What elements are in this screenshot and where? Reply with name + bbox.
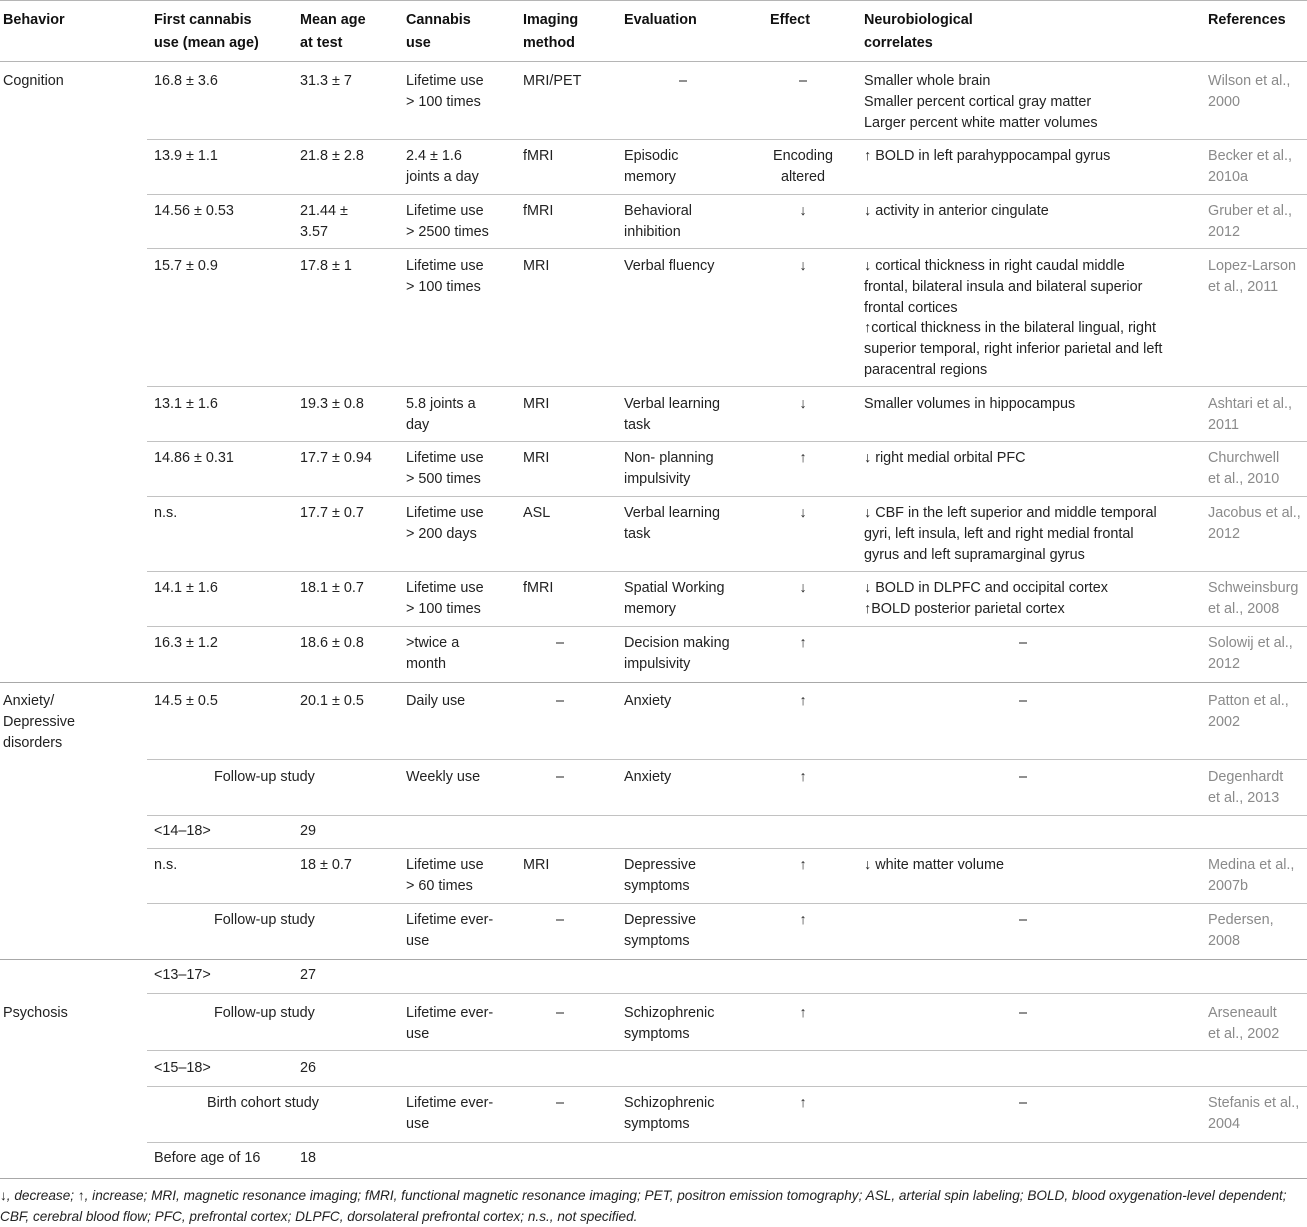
cell-neuro-correlates: Smaller whole brain Smaller percent cortical gray matter Larger percent white matter volumes — [864, 73, 1098, 131]
cell-mean-age: 18.6 ± 0.8 — [300, 635, 364, 651]
table-footnote — [0, 1185, 1287, 1227]
row-divider — [147, 759, 1307, 760]
cell-neuro-correlates: Smaller volumes in hippocampus — [864, 396, 1076, 412]
cell-evaluation: Verbal fluency — [624, 258, 715, 274]
cell-reference: Patton et al., 2002 — [1208, 693, 1289, 730]
header-effect: Effect — [770, 12, 810, 28]
cell-neuro-correlates: – — [1018, 1095, 1027, 1111]
row-divider — [147, 1050, 1307, 1051]
cell-imaging-method: fMRI — [523, 148, 554, 164]
cell-cannabis-use: 2.4 ± 1.6 joints a day — [406, 148, 479, 185]
cell-imaging-method: – — [555, 912, 564, 928]
cell-mean-age: 17.7 ± 0.94 — [300, 450, 372, 466]
cell-cannabis-use: Daily use — [406, 693, 466, 709]
cell-reference: Degenhardt et al., 2013 — [1208, 769, 1284, 806]
cell-cannabis-use: Lifetime use > 100 times — [406, 258, 484, 295]
cell-neuro-correlates: – — [1018, 693, 1027, 709]
cell-effect: ↑ — [799, 769, 807, 785]
cell-first-use: 16.3 ± 1.2 — [154, 635, 218, 651]
footnote-line-1: ↓, decrease; ↑, increase; MRI, magnetic resonance imaging; fMRI, functional magnetic resonance imaging; PET, positron emission tomography; ASL, arterial spin labeling; BOLD, blood oxygenation-level dependent; — [0, 1188, 1287, 1203]
cell-cannabis-use: Lifetime use > 100 times — [406, 73, 484, 110]
cell-reference: Stefanis et al., 2004 — [1208, 1095, 1300, 1132]
cell-cannabis-use: Weekly use — [406, 769, 481, 785]
header-evaluation: Evaluation — [624, 12, 697, 28]
cell-evaluation: Verbal learning task — [624, 396, 721, 433]
cell-effect: ↑ — [799, 857, 807, 873]
cell-reference: Schweinsburg et al., 2008 — [1208, 580, 1299, 617]
cell-imaging-method: MRI — [523, 396, 550, 412]
header-references: References — [1208, 12, 1286, 28]
cell-evaluation: Anxiety — [624, 769, 672, 785]
cell-mean-age: 18.1 ± 0.7 — [300, 580, 364, 596]
cell-imaging-method: MRI — [523, 258, 550, 274]
row-divider — [147, 815, 1307, 816]
row-divider — [147, 139, 1307, 140]
row-divider — [147, 441, 1307, 442]
cell-evaluation: Verbal learning task — [624, 505, 721, 542]
cell-effect: ↑ — [799, 1095, 807, 1111]
cell-reference: Arseneault et al., 2002 — [1208, 1005, 1280, 1042]
row-divider — [147, 248, 1307, 249]
row-divider — [0, 1178, 1307, 1179]
cell-reference: Solowij et al., 2012 — [1208, 635, 1293, 672]
cell-effect: ↑ — [799, 912, 807, 928]
header-mean-age: Mean age at test — [300, 12, 366, 51]
row-divider — [0, 959, 1307, 960]
row-divider — [147, 571, 1307, 572]
cell-mean-age: 18 — [300, 1150, 317, 1166]
table-header — [0, 0, 1307, 62]
cell-evaluation: Decision making impulsivity — [624, 635, 730, 672]
cell-neuro-correlates: – — [1018, 912, 1027, 928]
row-divider — [147, 903, 1307, 904]
group-psychosis: Psychosis — [3, 1005, 68, 1021]
cell-cannabis-use: Lifetime use > 200 days — [406, 505, 484, 542]
row-divider — [0, 682, 1307, 683]
cell-reference: Gruber et al., 2012 — [1208, 203, 1292, 240]
cell-reference: Pedersen, 2008 — [1208, 912, 1274, 949]
cell-evaluation: Non- planning impulsivity — [624, 450, 714, 487]
cell-mean-age: 21.8 ± 2.8 — [300, 148, 364, 164]
cell-first-use: <15–18> — [154, 1060, 211, 1076]
cell-effect: ↓ — [799, 505, 807, 521]
cell-first-use: n.s. — [154, 505, 178, 521]
cell-mean-age: 29 — [300, 823, 317, 839]
cell-first-use: 14.56 ± 0.53 — [154, 203, 234, 219]
cell-first-use: Before age of 16 — [154, 1150, 261, 1166]
cell-effect: ↓ — [799, 396, 807, 412]
cell-mean-age: 27 — [300, 967, 317, 983]
cell-first-use: 14.5 ± 0.5 — [154, 693, 218, 709]
cell-imaging-method: ASL — [523, 505, 551, 521]
cell-imaging-method: – — [555, 1095, 564, 1111]
row-divider — [147, 1142, 1307, 1143]
cell-evaluation: Spatial Working memory — [624, 580, 725, 617]
cell-cannabis-use: Lifetime ever- use — [406, 912, 494, 949]
cell-first-use: <13–17> — [154, 967, 211, 983]
row-divider — [147, 1086, 1307, 1087]
cell-first-use: Follow-up study — [214, 912, 315, 928]
cell-effect: ↑ — [799, 635, 807, 651]
cell-imaging-method: MRI — [523, 450, 550, 466]
header-cannabis-use: Cannabis use — [406, 12, 471, 51]
cell-imaging-method: MRI/PET — [523, 73, 582, 89]
cell-mean-age: 20.1 ± 0.5 — [300, 693, 364, 709]
header-first-use: First cannabis use (mean age) — [154, 12, 259, 51]
cell-neuro-correlates: ↓ BOLD in DLPFC and occipital cortex ↑BOLD posterior parietal cortex — [864, 580, 1108, 617]
cell-first-use: n.s. — [154, 857, 178, 873]
cell-effect: ↓ — [799, 258, 807, 274]
cell-neuro-correlates: ↑ BOLD in left parahyppocampal gyrus — [864, 148, 1111, 164]
cell-evaluation: Depressive symptoms — [624, 912, 696, 949]
cell-mean-age: 19.3 ± 0.8 — [300, 396, 364, 412]
cell-first-use: Birth cohort study — [207, 1095, 319, 1111]
row-divider — [147, 496, 1307, 497]
group-anxiety-depressive: Anxiety/ Depressive disorders — [3, 693, 75, 751]
header-imaging-method: Imaging method — [523, 12, 579, 51]
row-divider — [147, 626, 1307, 627]
header-neurobiological-correlates: Neurobiological correlates — [864, 12, 973, 51]
cell-first-use: 16.8 ± 3.6 — [154, 73, 218, 89]
row-divider — [147, 993, 1307, 994]
cell-evaluation: Schizophrenic symptoms — [624, 1005, 715, 1042]
cell-mean-age: 17.8 ± 1 — [300, 258, 352, 274]
cell-first-use: 14.1 ± 1.6 — [154, 580, 218, 596]
cell-cannabis-use: Lifetime use > 2500 times — [406, 203, 489, 240]
cell-first-use: 14.86 ± 0.31 — [154, 450, 234, 466]
cell-evaluation: Behavioral inhibition — [624, 203, 692, 240]
header-behavior: Behavior — [3, 12, 65, 28]
cell-imaging-method: – — [555, 1005, 564, 1021]
cell-neuro-correlates: – — [1018, 635, 1027, 651]
cell-mean-age: 17.7 ± 0.7 — [300, 505, 364, 521]
cell-evaluation: – — [678, 73, 687, 89]
cell-effect: Encoding altered — [772, 148, 833, 185]
cell-first-use: <14–18> — [154, 823, 211, 839]
cell-evaluation: Episodic memory — [624, 148, 679, 185]
cell-mean-age: 26 — [300, 1060, 317, 1076]
cell-cannabis-use: Lifetime ever- use — [406, 1095, 494, 1132]
cell-reference: Jacobus et al., 2012 — [1208, 505, 1301, 542]
cell-neuro-correlates: ↓ activity in anterior cingulate — [864, 203, 1049, 219]
cell-neuro-correlates: ↓ right medial orbital PFC — [864, 450, 1026, 466]
cell-effect: ↓ — [799, 203, 807, 219]
cell-first-use: 13.1 ± 1.6 — [154, 396, 218, 412]
cell-imaging-method: fMRI — [523, 203, 554, 219]
cell-evaluation: Schizophrenic symptoms — [624, 1095, 715, 1132]
row-divider — [147, 386, 1307, 387]
cell-effect: – — [798, 73, 807, 89]
row-divider — [147, 194, 1307, 195]
cell-evaluation: Depressive symptoms — [624, 857, 696, 894]
cell-mean-age: 18 ± 0.7 — [300, 857, 352, 873]
cell-reference: Churchwell et al., 2010 — [1208, 450, 1280, 487]
cell-first-use: Follow-up study — [214, 769, 315, 785]
cell-first-use: 15.7 ± 0.9 — [154, 258, 218, 274]
cell-imaging-method: fMRI — [523, 580, 554, 596]
cell-evaluation: Anxiety — [624, 693, 672, 709]
cell-neuro-correlates: ↓ cortical thickness in right caudal middle frontal, bilateral insula and bilateral superior frontal cortices ↑cortical thickness in the bilateral lingual, right superior temporal, right inferior parietal and left paracentral regions — [864, 258, 1163, 378]
cell-imaging-method: – — [555, 635, 564, 651]
cell-cannabis-use: Lifetime use > 500 times — [406, 450, 484, 487]
cell-first-use: 13.9 ± 1.1 — [154, 148, 218, 164]
group-cognition: Cognition — [3, 73, 64, 89]
cell-first-use: Follow-up study — [214, 1005, 315, 1021]
cell-reference: Ashtari et al., 2011 — [1208, 396, 1292, 433]
cell-neuro-correlates: – — [1018, 1005, 1027, 1021]
cell-cannabis-use: Lifetime ever- use — [406, 1005, 494, 1042]
cell-neuro-correlates: ↓ white matter volume — [864, 857, 1004, 873]
footnote-line-2: CBF, cerebral blood flow; PFC, prefrontal cortex; DLPFC, dorsolateral prefrontal cortex; n.s., not specified. — [0, 1209, 638, 1224]
cell-reference: Wilson et al., 2000 — [1208, 73, 1291, 110]
cell-mean-age: 31.3 ± 7 — [300, 73, 352, 89]
cell-cannabis-use: Lifetime use > 100 times — [406, 580, 484, 617]
cell-neuro-correlates: ↓ CBF in the left superior and middle temporal gyri, left insula, left and right medial frontal gyrus and left supramarginal gyrus — [864, 505, 1157, 563]
cell-mean-age: 21.44 ± 3.57 — [300, 203, 348, 240]
cell-neuro-correlates: – — [1018, 769, 1027, 785]
cell-imaging-method: MRI — [523, 857, 550, 873]
cell-reference: Medina et al., 2007b — [1208, 857, 1295, 894]
cell-effect: ↑ — [799, 450, 807, 466]
cell-cannabis-use: 5.8 joints a day — [406, 396, 476, 433]
cell-effect: ↑ — [799, 693, 807, 709]
cell-cannabis-use: >twice a month — [406, 635, 460, 672]
cell-imaging-method: – — [555, 693, 564, 709]
cell-cannabis-use: Lifetime use > 60 times — [406, 857, 484, 894]
cell-reference: Lopez-Larson et al., 2011 — [1208, 258, 1297, 295]
cell-reference: Becker et al., 2010a — [1208, 148, 1292, 185]
cell-effect: ↑ — [799, 1005, 807, 1021]
row-divider — [147, 848, 1307, 849]
cell-effect: ↓ — [799, 580, 807, 596]
cell-imaging-method: – — [555, 769, 564, 785]
